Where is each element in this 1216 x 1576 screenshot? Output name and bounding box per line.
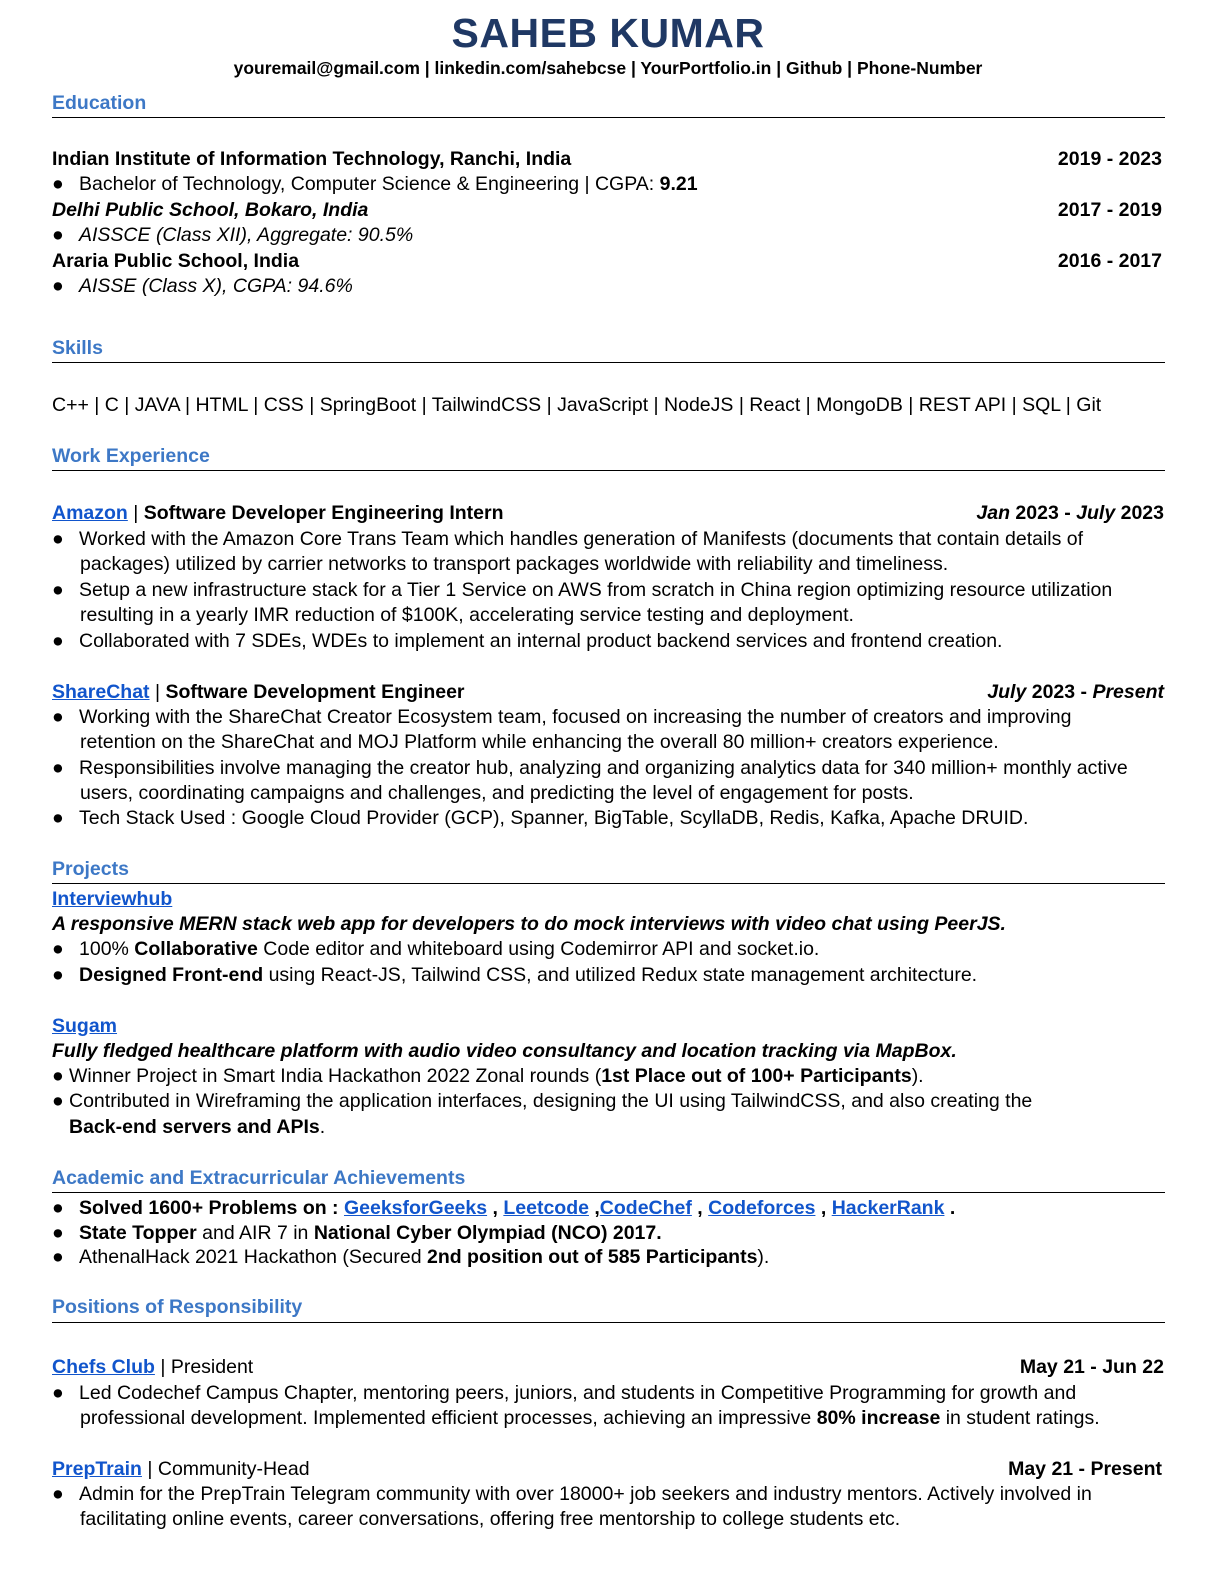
achievement-item: ● Solved 1600+ Problems on : GeeksforGeeks , Leetcode ,CodeChef , Codeforces , HackerRank . bbox=[52, 1197, 956, 1219]
job-role: Software Development Engineer bbox=[165, 681, 465, 703]
hackerrank-link[interactable]: HackerRank bbox=[831, 1197, 945, 1219]
job-role: Software Developer Engineering Intern bbox=[143, 502, 504, 524]
education-school: Araria Public School, India bbox=[52, 250, 300, 272]
section-title-positions: Positions of Responsibility bbox=[52, 1296, 303, 1318]
position-bullet: ● Admin for the PrepTrain Telegram community with over 18000+ job seekers and industry mentors. Actively involved in bbox=[52, 1483, 1092, 1505]
education-school: Indian Institute of Information Technology, Ranchi, India bbox=[52, 148, 572, 170]
section-title-achievements: Academic and Extracurricular Achievements bbox=[52, 1167, 466, 1189]
candidate-name: SAHEB KUMAR bbox=[451, 10, 765, 56]
position-bullet-cont: facilitating online events, career conversations, offering free mentorship to college students etc. bbox=[80, 1508, 901, 1530]
bullet-icon: ● bbox=[52, 173, 64, 195]
position-dates: May 21 - Jun 22 bbox=[1019, 1356, 1164, 1378]
position-heading: Chefs Club | President bbox=[52, 1356, 254, 1378]
bullet-icon: ● bbox=[52, 630, 64, 652]
project-tagline: Fully fledged healthcare platform with audio video consultancy and location tracking via MapBox. bbox=[52, 1040, 957, 1062]
project-link-interviewhub[interactable]: Interviewhub bbox=[52, 888, 173, 910]
bullet-icon: ● bbox=[52, 1246, 64, 1268]
position-bullet-cont: professional development. Implemented efficient processes, achieving an impressive 80% increase in student ratings. bbox=[80, 1407, 1100, 1429]
job-dates: July 2023 - Present bbox=[987, 681, 1164, 703]
education-years: 2019 - 2023 bbox=[1057, 148, 1162, 170]
job-bullet-cont: resulting in a yearly IMR reduction of $100K, accelerating service testing and deployment. bbox=[80, 604, 854, 626]
contact-line: youremail@gmail.com | linkedin.com/sahebcse | YourPortfolio.in | Github | Phone-Number bbox=[233, 58, 983, 78]
bullet-icon: ● bbox=[52, 706, 64, 728]
job-heading: Amazon | Software Developer Engineering Intern bbox=[52, 502, 504, 524]
education-detail: ● AISSCE (Class XII), Aggregate: 90.5% bbox=[52, 224, 414, 246]
job-dates: Jan 2023 - July 2023 bbox=[976, 502, 1164, 524]
project-bullet: ● 100% Collaborative Code editor and whiteboard using Codemirror API and socket.io. bbox=[52, 938, 820, 960]
codeforces-link[interactable]: Codeforces bbox=[708, 1197, 816, 1219]
project-link-sugam[interactable]: Sugam bbox=[52, 1015, 118, 1037]
geeksforgeeks-link[interactable]: GeeksforGeeks bbox=[343, 1197, 488, 1219]
section-title-education: Education bbox=[52, 92, 147, 114]
education-detail: ● AISSE (Class X), CGPA: 94.6% bbox=[52, 275, 353, 297]
bullet-icon: ● bbox=[52, 807, 64, 829]
leetcode-link[interactable]: Leetcode bbox=[503, 1197, 589, 1219]
bullet-icon: ● bbox=[52, 1090, 64, 1112]
codechef-link[interactable]: CodeChef bbox=[599, 1197, 692, 1219]
bullet-icon: ● bbox=[52, 1222, 64, 1244]
job-bullet-cont: retention on the ShareChat and MOJ Platform while enhancing the overall 80 million+ creators experience. bbox=[80, 731, 999, 753]
job-bullet: ● Collaborated with 7 SDEs, WDEs to implement an internal product backend services and frontend creation. bbox=[52, 630, 1003, 652]
project-title bbox=[52, 888, 172, 911]
chefs-club-link[interactable]: Chefs Club bbox=[52, 1356, 155, 1378]
job-bullet: ● Responsibilities involve managing the creator hub, analyzing and organizing analytics data for 340 million+ monthly active bbox=[52, 757, 1128, 779]
project-bullet: ● Designed Front-end using React-JS, Tailwind CSS, and utilized Redux state management architecture. bbox=[52, 964, 978, 986]
project-tagline: A responsive MERN stack web app for developers to do mock interviews with video chat using PeerJS. bbox=[52, 913, 1006, 935]
skills-list: C++ | C | JAVA | HTML | CSS | SpringBoot | TailwindCSS | JavaScript | NodeJS | React | MongoDB | REST API | SQL | Git bbox=[52, 394, 1102, 416]
education-years: 2016 - 2017 bbox=[1057, 250, 1162, 272]
bullet-icon: ● bbox=[52, 964, 64, 986]
position-heading: PrepTrain | Community-Head bbox=[52, 1458, 310, 1480]
job-bullet: ● Worked with the Amazon Core Trans Team which handles generation of Manifests (documents that contain details of bbox=[52, 528, 1084, 550]
bullet-icon: ● bbox=[52, 1065, 64, 1087]
education-years: 2017 - 2019 bbox=[1057, 199, 1162, 221]
job-bullet-cont: packages) utilized by carrier networks to transport packages worldwide with reliability and timeliness. bbox=[80, 553, 949, 575]
project-bullet-cont: Back-end servers and APIs. bbox=[69, 1116, 326, 1138]
job-bullet: ● Setup a new infrastructure stack for a Tier 1 Service on AWS from scratch in China region optimizing resource utilization bbox=[52, 579, 1113, 601]
job-heading: ShareChat | Software Development Engineer bbox=[52, 681, 465, 703]
company-link[interactable]: ShareChat bbox=[52, 681, 150, 703]
job-bullet-cont: users, coordinating campaigns and challenges, and predicting the level of engagement for posts. bbox=[80, 782, 914, 804]
bullet-icon: ● bbox=[52, 1382, 64, 1404]
section-divider bbox=[52, 883, 1165, 884]
section-title-projects: Projects bbox=[52, 858, 129, 880]
project-title bbox=[52, 1015, 117, 1038]
section-divider bbox=[52, 1192, 1165, 1193]
section-divider bbox=[52, 362, 1165, 363]
bullet-icon: ● bbox=[52, 224, 64, 246]
job-bullet: ● Tech Stack Used : Google Cloud Provider (GCP), Spanner, BigTable, ScyllaDB, Redis, Kafka, Apache DRUID. bbox=[52, 807, 1029, 829]
section-divider bbox=[52, 1322, 1165, 1323]
job-bullet: ● Working with the ShareChat Creator Ecosystem team, focused on increasing the number of creators and improving bbox=[52, 706, 1072, 728]
preptrain-link[interactable]: PrepTrain bbox=[52, 1458, 142, 1480]
bullet-icon: ● bbox=[52, 1483, 64, 1505]
bullet-icon: ● bbox=[52, 275, 64, 297]
bullet-icon: ● bbox=[52, 579, 64, 601]
bullet-icon: ● bbox=[52, 1197, 64, 1219]
section-title-skills: Skills bbox=[52, 337, 103, 359]
education-detail: ● Bachelor of Technology, Computer Science & Engineering | CGPA: 9.21 bbox=[52, 173, 698, 195]
achievement-item: ● State Topper and AIR 7 in National Cyber Olympiad (NCO) 2017. bbox=[52, 1222, 662, 1244]
project-bullet: ● Contributed in Wireframing the application interfaces, designing the UI using TailwindCSS, and also creating the bbox=[52, 1090, 1033, 1112]
position-dates: May 21 - Present bbox=[1008, 1458, 1162, 1480]
section-title-work: Work Experience bbox=[52, 445, 210, 467]
bullet-icon: ● bbox=[52, 938, 64, 960]
position-bullet: ● Led Codechef Campus Chapter, mentoring peers, juniors, and students in Competitive Programming for growth and bbox=[52, 1382, 1077, 1404]
section-divider bbox=[52, 470, 1165, 471]
section-divider bbox=[52, 117, 1165, 118]
company-link[interactable]: Amazon bbox=[52, 502, 128, 524]
project-bullet: ● Winner Project in Smart India Hackathon 2022 Zonal rounds (1st Place out of 100+ Participants). bbox=[52, 1065, 924, 1087]
education-school: Delhi Public School, Bokaro, India bbox=[52, 199, 369, 221]
achievement-item: ● AthenalHack 2021 Hackathon (Secured 2nd position out of 585 Participants). bbox=[52, 1246, 770, 1268]
bullet-icon: ● bbox=[52, 528, 64, 550]
bullet-icon: ● bbox=[52, 757, 64, 779]
